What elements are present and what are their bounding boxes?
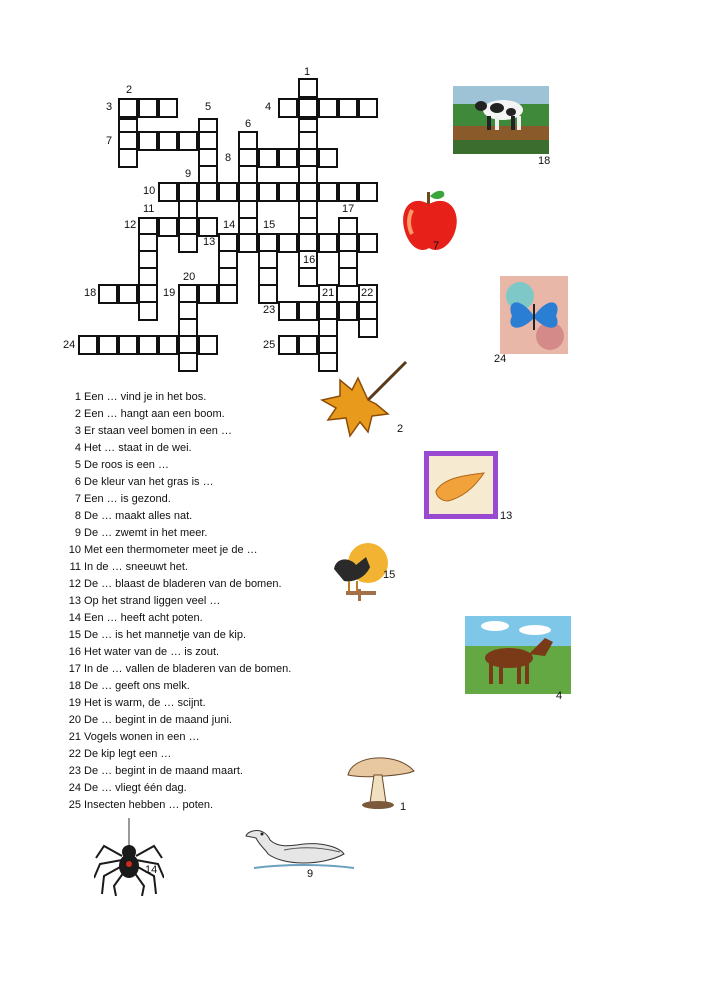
- clue-text: Op het strand liggen veel …: [84, 595, 221, 607]
- crossword-cell[interactable]: [278, 301, 298, 321]
- grid-number: 6: [245, 118, 252, 130]
- grid-number: 3: [106, 101, 113, 113]
- clue-text: Het water van de … is zout.: [84, 646, 220, 658]
- clue-item: [64, 627, 291, 644]
- crossword-cell[interactable]: [158, 182, 178, 202]
- crossword-cell[interactable]: [198, 217, 218, 237]
- apple-icon: [400, 188, 458, 254]
- crossword-cell[interactable]: [218, 182, 238, 202]
- clue-item: [64, 746, 291, 763]
- crossword-cell[interactable]: [118, 148, 138, 168]
- crossword-cell[interactable]: [318, 148, 338, 168]
- clue-number: 8: [74, 510, 81, 522]
- clue-item: [64, 508, 291, 525]
- shell-icon: [424, 451, 498, 519]
- clue-text: De … vliegt één dag.: [84, 782, 187, 794]
- clue-number: 7: [74, 493, 81, 505]
- crossword-cell[interactable]: [358, 98, 378, 118]
- clue-text: De kip legt een …: [84, 748, 172, 760]
- clue-text: De … maakt alles nat.: [84, 510, 193, 522]
- clue-number: 11: [69, 561, 81, 573]
- crossword-cell[interactable]: [338, 267, 358, 287]
- grid-number: 8: [225, 152, 232, 164]
- clue-item: [64, 389, 291, 406]
- clue-number: 24: [68, 782, 81, 794]
- grid-number: 7: [106, 135, 113, 147]
- clue-item: [64, 576, 291, 593]
- clue-number: 21: [68, 731, 81, 743]
- clue-item: [64, 729, 291, 746]
- clue-number: 3: [74, 425, 81, 437]
- clue-number: 9: [74, 527, 81, 539]
- grid-number: 25: [263, 339, 276, 351]
- butterfly-icon: [500, 276, 568, 354]
- clue-number: 14: [68, 612, 81, 624]
- clue-text: Het is warm, de … scijnt.: [84, 697, 206, 709]
- clue-text: Er staan veel bomen in een …: [84, 425, 232, 437]
- clue-number: 22: [68, 748, 81, 760]
- clue-text: De roos is een …: [84, 459, 169, 471]
- crossword-cell[interactable]: [338, 98, 358, 118]
- clue-item: [64, 491, 291, 508]
- crossword-cell[interactable]: [318, 98, 338, 118]
- clue-number: 12: [68, 578, 81, 590]
- crossword-cell[interactable]: [138, 131, 158, 151]
- crossword-cell[interactable]: [238, 182, 258, 202]
- clue-item: [64, 712, 291, 729]
- crossword-cell[interactable]: [278, 233, 298, 253]
- clue-number: 6: [74, 476, 81, 488]
- clue-number: 5: [74, 459, 81, 471]
- crossword-cell[interactable]: [138, 98, 158, 118]
- crossword-cell[interactable]: [178, 131, 198, 151]
- clue-number: 19: [68, 697, 81, 709]
- horse-icon: [465, 616, 571, 694]
- grid-number: 2: [126, 84, 133, 96]
- crossword-cell[interactable]: [278, 182, 298, 202]
- crossword-cell[interactable]: [158, 335, 178, 355]
- crossword-cell[interactable]: [318, 182, 338, 202]
- clue-number: 10: [68, 544, 81, 556]
- grid-number: 15: [263, 219, 276, 231]
- clue-item: [64, 542, 291, 559]
- clue-text: De … blaast de bladeren van de bomen.: [84, 578, 282, 590]
- crossword-cell[interactable]: [298, 182, 318, 202]
- cow-icon: [453, 86, 549, 154]
- grid-number: 1: [304, 66, 311, 78]
- crossword-cell[interactable]: [338, 301, 358, 321]
- picture-label: 7: [433, 240, 440, 252]
- crossword-cell[interactable]: [298, 267, 318, 287]
- clue-text: Een … hangt aan een boom.: [84, 408, 225, 420]
- clue-number: 16: [68, 646, 81, 658]
- crossword-cell[interactable]: [118, 98, 138, 118]
- clue-text: In de … vallen de bladeren van de bomen.: [84, 663, 292, 675]
- clue-item: [64, 457, 291, 474]
- crossword-cell[interactable]: [298, 98, 318, 118]
- crossword-cell[interactable]: [98, 284, 118, 304]
- crossword-cell[interactable]: [258, 182, 278, 202]
- clue-text: Insecten hebben … poten.: [84, 799, 214, 811]
- crossword-cell[interactable]: [358, 182, 378, 202]
- clue-item: [64, 474, 291, 491]
- crossword-cell[interactable]: [278, 148, 298, 168]
- clue-text: De … begint in de maand maart.: [84, 765, 243, 777]
- clue-text: De … zwemt in het meer.: [84, 527, 208, 539]
- grid-number: 14: [223, 219, 236, 231]
- crossword-cell[interactable]: [258, 284, 278, 304]
- clue-item: [64, 406, 291, 423]
- clue-item: [64, 423, 291, 440]
- clue-item: [64, 678, 291, 695]
- grid-number: 10: [143, 185, 156, 197]
- clue-text: De kleur van het gras is …: [84, 476, 214, 488]
- clue-number: 17: [68, 663, 81, 675]
- grid-number: 5: [205, 101, 212, 113]
- picture-label: 1: [400, 801, 407, 813]
- clue-text: De … geeft ons melk.: [84, 680, 190, 692]
- clue-text: Vogels wonen in een …: [84, 731, 200, 743]
- crossword-cell[interactable]: [258, 148, 278, 168]
- crossword-grid: [0, 0, 702, 380]
- clue-item: [64, 695, 291, 712]
- crossword-cell[interactable]: [178, 182, 198, 202]
- clue-text: Met een thermometer meet je de …: [84, 544, 258, 556]
- grid-number: 12: [124, 219, 137, 231]
- grid-number: 21: [322, 287, 335, 299]
- grid-number: 22: [361, 287, 374, 299]
- clue-number: 4: [74, 442, 81, 454]
- crossword-cell[interactable]: [358, 318, 378, 338]
- picture-label: 14: [145, 864, 158, 876]
- clue-text: Het … staat in de wei.: [84, 442, 192, 454]
- clue-text: In de … sneeuwt het.: [84, 561, 188, 573]
- crossword-cell[interactable]: [178, 352, 198, 372]
- clue-item: [64, 644, 291, 661]
- crossword-cell[interactable]: [98, 335, 118, 355]
- clue-item: [64, 610, 291, 627]
- grid-number: 17: [342, 203, 355, 215]
- clue-number: 13: [68, 595, 81, 607]
- clue-item: [64, 440, 291, 457]
- crossword-cell[interactable]: [358, 233, 378, 253]
- clue-number: 15: [68, 629, 81, 641]
- clue-text: Een … vind je in het bos.: [84, 391, 207, 403]
- crossword-cell[interactable]: [198, 335, 218, 355]
- grid-number: 16: [303, 254, 316, 266]
- clue-number: 20: [68, 714, 81, 726]
- crossword-cell[interactable]: [178, 233, 198, 253]
- crossword-cell[interactable]: [218, 284, 238, 304]
- crossword-cell[interactable]: [278, 98, 298, 118]
- crossword-cell[interactable]: [298, 335, 318, 355]
- crossword-cell[interactable]: [198, 182, 218, 202]
- duck-icon: [244, 820, 356, 872]
- crossword-cell[interactable]: [138, 335, 158, 355]
- crossword-cell[interactable]: [298, 301, 318, 321]
- clue-number: 18: [68, 680, 81, 692]
- crossword-cell[interactable]: [158, 98, 178, 118]
- grid-number: 9: [185, 168, 192, 180]
- picture-label: 9: [307, 868, 314, 880]
- clue-list: [64, 389, 291, 814]
- crossword-cell[interactable]: [278, 335, 298, 355]
- clue-number: 25: [68, 799, 81, 811]
- crossword-cell[interactable]: [158, 217, 178, 237]
- crossword-cell[interactable]: [298, 78, 318, 98]
- clue-number: 23: [68, 765, 81, 777]
- leaf-icon: [318, 360, 408, 444]
- spider-icon: [94, 818, 164, 896]
- clue-item: [64, 797, 291, 814]
- crossword-cell[interactable]: [318, 233, 338, 253]
- crossword-cell[interactable]: [78, 335, 98, 355]
- grid-number: 13: [203, 236, 216, 248]
- clue-item: [64, 780, 291, 797]
- clue-text: De … begint in de maand juni.: [84, 714, 232, 726]
- grid-number: 4: [265, 101, 272, 113]
- grid-number: 18: [84, 287, 97, 299]
- picture-label: 13: [500, 510, 513, 522]
- crossword-cell[interactable]: [158, 131, 178, 151]
- clue-number: 1: [74, 391, 81, 403]
- picture-label: 24: [494, 353, 507, 365]
- crossword-cell[interactable]: [118, 335, 138, 355]
- crossword-cell[interactable]: [138, 301, 158, 321]
- picture-label: 18: [538, 155, 551, 167]
- clue-item: [64, 763, 291, 780]
- crossword-cell[interactable]: [118, 284, 138, 304]
- grid-number: 23: [263, 304, 276, 316]
- clue-item: [64, 525, 291, 542]
- crossword-cell[interactable]: [238, 233, 258, 253]
- clue-item: [64, 661, 291, 678]
- picture-label: 15: [383, 569, 396, 581]
- picture-label: 4: [556, 690, 563, 702]
- clue-item: [64, 593, 291, 610]
- grid-number: 20: [183, 271, 196, 283]
- grid-number: 19: [163, 287, 176, 299]
- crossword-cell[interactable]: [198, 284, 218, 304]
- clue-number: 2: [74, 408, 81, 420]
- grid-number: 11: [143, 203, 155, 215]
- clue-text: De … is het mannetje van de kip.: [84, 629, 247, 641]
- clue-text: Een … heeft acht poten.: [84, 612, 203, 624]
- picture-label: 2: [397, 423, 404, 435]
- crossword-cell[interactable]: [338, 182, 358, 202]
- clue-item: [64, 559, 291, 576]
- grid-number: 24: [63, 339, 76, 351]
- clue-text: Een … is gezond.: [84, 493, 171, 505]
